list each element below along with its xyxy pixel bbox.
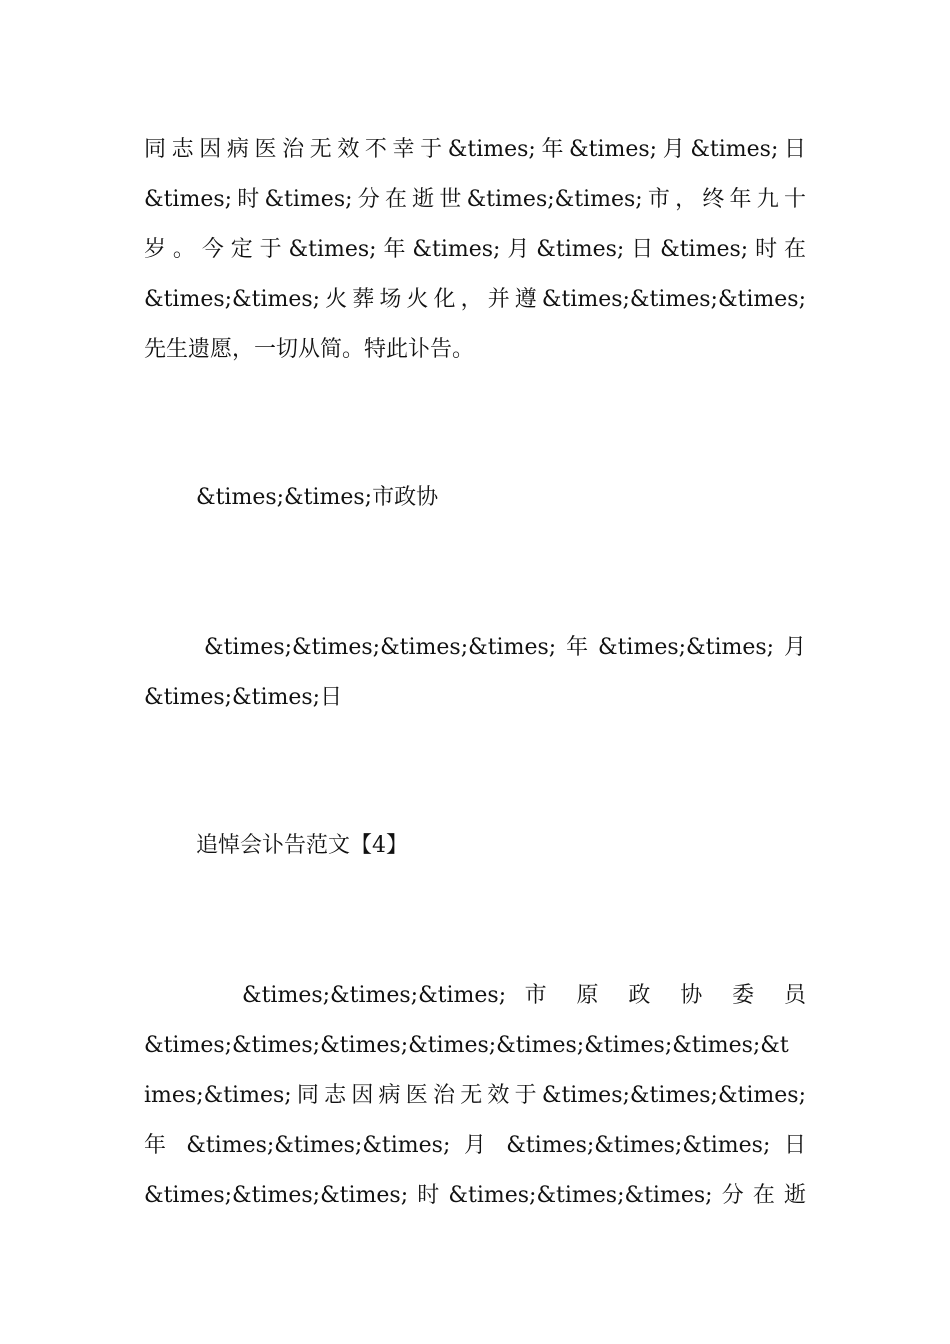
paragraph-1-line-5: 先生遗愿，一切从简。特此讣告。 <box>144 337 475 362</box>
paragraph-1-line-4: &times;&times;火葬场火化，并遵&times;&times;&times; <box>144 287 806 312</box>
paragraph-1-line-3: 岁。今定于&times;年&times;月&times;日&times;时在 <box>144 237 806 262</box>
date-line-2: &times;&times;日 <box>144 685 343 710</box>
section-heading: 追悼会讣告范文【4】 <box>196 833 408 858</box>
paragraph-2-line-3: imes;&times;同志因病医治无效于&times;&times;&times; <box>144 1083 806 1108</box>
signature-organization: &times;&times;市政协 <box>196 485 439 510</box>
paragraph-2-line-2: &times;&times;&times;&times;&times;&times;&times;&t <box>144 1033 789 1058</box>
date-line-1: &times;&times;&times;&times;年&times;&times;月 <box>204 635 806 660</box>
paragraph-2-line-1: &times;&times;&times; 市 原 政 协 委 员 <box>242 983 806 1008</box>
paragraph-2-line-5: &times;&times;&times;时&times;&times;&times;分在逝 <box>144 1183 806 1208</box>
paragraph-1-line-1: 同志因病医治无效不幸于&times;年&times;月&times;日 <box>144 137 806 162</box>
paragraph-2-line-4: 年 &times;&times;&times; 月 &times;&times;&times; 日 <box>144 1133 806 1158</box>
paragraph-1-line-2: &times;时&times;分在逝世&times;&times;市，终年九十 <box>144 187 806 212</box>
